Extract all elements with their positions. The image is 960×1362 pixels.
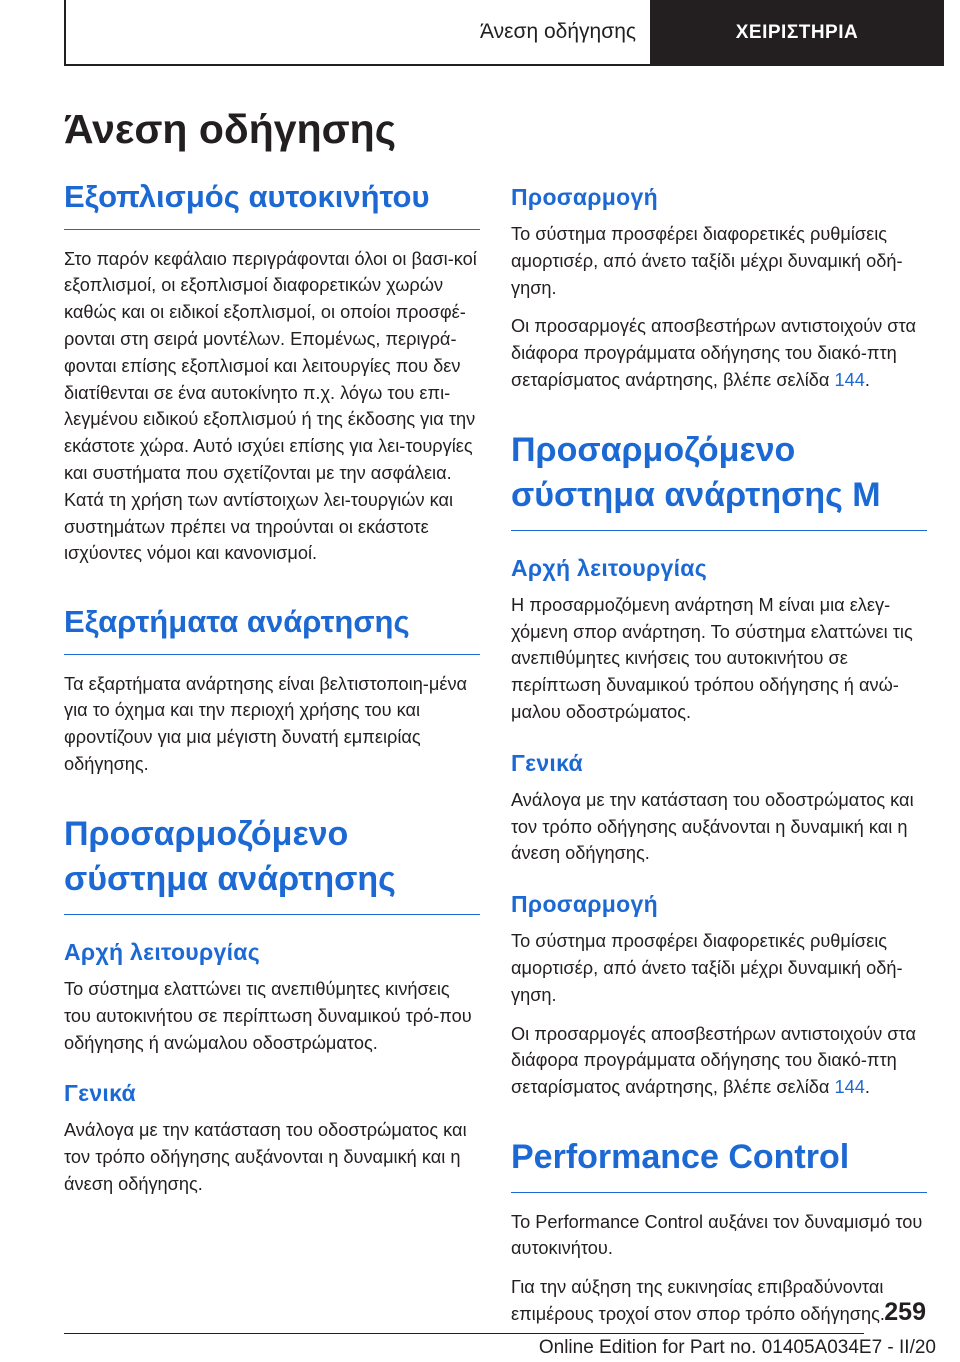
paragraph: Η προσαρμοζόμενη ανάρτηση M είναι μια ελεγ-χόμενη σπορ ανάρτηση. Το σύστημα ελαττώνει τις ανεπιθύμητες κινήσεις του αυτοκινήτου σε περίπτωση δυναμικού τρόπου οδήγησης ή ανώ-μαλου οδοστρώματος. — [511, 594, 913, 723]
section-heading-adaptive-suspension-m: Προσαρμοζόμενο σύστημα ανάρτησης M — [511, 428, 927, 531]
section-heading-vehicle-equipment: Εξοπλισμός αυτοκινήτου — [64, 176, 480, 230]
page-reference-link[interactable]: 144 — [834, 1077, 865, 1098]
footer-divider — [64, 1333, 864, 1334]
paragraph: Το σύστημα προσφέρει διαφορετικές ρυθμίσεις αμορτισέρ, από άνετο ταξίδι μέχρι δυναμική οδή-γηση. — [511, 224, 903, 298]
subheading-principle: Αρχή λειτουργίας — [64, 938, 260, 965]
paragraph: Τα εξαρτήματα ανάρτησης είναι βελτιστοποιη-μένα για το όχημα και την περιοχή χρήσης του και φροντίζουν για μια μέγιστη δυνατή εμπειρίας οδήγησης. — [64, 673, 468, 775]
subheading-principle: Αρχή λειτουργίας — [511, 554, 707, 581]
paragraph-with-reference: Οι προσαρμογές αποσβεστήρων αντιστοιχούν στα διάφορα προγράμματα οδήγησης του διακό-πτη σεταρίσματος ανάρτησης, βλέπε σελίδα 144. — [511, 316, 916, 390]
section-heading-performance-control: Performance Control — [511, 1135, 927, 1193]
header-section-title: Άνεση οδήγησης — [64, 0, 650, 66]
paragraph: Ανάλογα με την κατάσταση του οδοστρώματος και τον τρόπο οδήγησης αυξάνονται η δυναμική και η άνεση οδήγησης. — [511, 789, 914, 864]
paragraph: Το Performance Control αυξάνει τον δυναμισμό του αυτοκινήτου. — [511, 1211, 923, 1259]
right-column — [511, 184, 927, 1340]
page-number: 259 — [884, 1298, 926, 1326]
section-heading-adaptive-suspension: Προσαρμοζόμενο σύστημα ανάρτησης — [64, 812, 480, 915]
running-header — [64, 0, 944, 66]
page-reference-link[interactable]: 144 — [834, 369, 865, 390]
subheading-general: Γενικά — [511, 749, 583, 776]
header-chapter-tab: ΧΕΙΡΙΣΤΗΡΙΑ — [650, 0, 944, 66]
subheading-general: Γενικά — [64, 1080, 136, 1107]
section-heading-suspension-components: Εξαρτήματα ανάρτησης — [64, 601, 480, 655]
edition-footer: Online Edition for Part no. 01405A034E7 - II/20 — [538, 1337, 936, 1358]
paragraph: Ανάλογα με την κατάσταση του οδοστρώματος και τον τρόπο οδήγησης αυξάνονται η δυναμική και η άνεση οδήγησης. — [64, 1120, 467, 1194]
paragraph: Για την αύξηση της ευκινησίας επιβραδύνονται επιμέρους τροχοί στον σπορ τρόπο οδήγησης. — [511, 1277, 885, 1324]
paragraph: Το σύστημα ελαττώνει τις ανεπιθύμητες κινήσεις του αυτοκινήτου σε περίπτωση δυναμικού τρό-που οδήγησης ή ανώμαλου οδοστρώματος. — [64, 978, 472, 1053]
paragraph: Το σύστημα προσφέρει διαφορετικές ρυθμίσεις αμορτισέρ, από άνετο ταξίδι μέχρι δυναμική οδή-γηση. — [511, 931, 903, 1005]
page-title: Άνεση οδήγησης — [64, 106, 397, 152]
paragraph: Στο παρόν κεφάλαιο περιγράφονται όλοι οι βασι-κοί εξοπλισμοί, οι εξοπλισμοί διαφορετικών χωρών καθώς και οι ειδικοί εξοπλισμοί, οι οποίοι προσφέ-ρονται στη σειρά μοντέλων. Επομένως, περιγρά-φονται επίσης εξοπλισμοί και λειτουργίες που δεν διατίθενται σε ένα αυτοκίνητο π.χ. λόγω του επι-λεγμένου ειδικού εξοπλισμού ή της έκδοσης για την εκάστοτε χώρα. Αυτό ισχύει επίσης για λει-τουργίες και συστήματα που σχετίζονται με την ασφάλεια. Κατά τη χρήση των αντίστοιχων λει-τουργιών και συστημάτων πρέπει να τηρούνται οι εκάστοτε ισχύοντες νόμοι και κανονισμοί. — [64, 248, 477, 564]
left-column — [64, 176, 480, 1210]
subheading-adjustment: Προσαρμογή — [511, 184, 658, 210]
subheading-adjustment: Προσαρμογή — [511, 891, 658, 918]
paragraph-with-reference: Οι προσαρμογές αποσβεστήρων αντιστοιχούν στα διάφορα προγράμματα οδήγησης του διακό-πτη σεταρίσματος ανάρτησης, βλέπε σελίδα 144. — [511, 1023, 916, 1098]
